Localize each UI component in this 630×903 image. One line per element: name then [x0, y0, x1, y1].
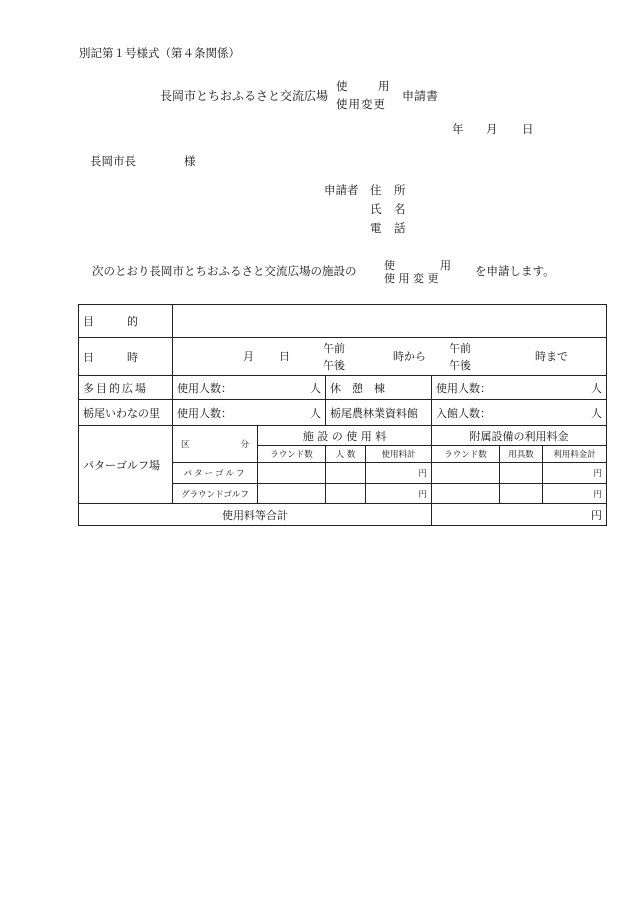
- museum-visitors-field[interactable]: [432, 400, 607, 426]
- ground-golf-people-field[interactable]: [326, 484, 366, 504]
- datetime-month: 月: [243, 350, 254, 363]
- applicant-name-1: 氏: [370, 202, 382, 216]
- equipment-rounds-header: ラウンド数: [432, 446, 500, 463]
- row-grand-total: [79, 504, 607, 526]
- statement-option-change: 使 用 変 更: [384, 272, 439, 285]
- row-purpose: [79, 305, 607, 338]
- ground-golf-equip-rounds-field[interactable]: [432, 484, 500, 504]
- putter-golf-fee-yen: 円: [418, 469, 427, 479]
- putter-golf-people-field[interactable]: [326, 463, 366, 484]
- putter-golf-fee-field[interactable]: [366, 463, 432, 484]
- statement-prefix: 次のとおり長岡市とちおふるさと交流広場の施設の: [92, 264, 357, 278]
- datetime-end-pm: 午後: [449, 359, 471, 372]
- museum-visitors-unit: 人: [591, 406, 603, 420]
- ground-golf-fee-yen: 円: [418, 489, 427, 500]
- purpose-label: 目 的: [79, 305, 173, 338]
- row-datetime: [79, 338, 607, 376]
- equipment-total-header: 利用料金計: [543, 446, 607, 463]
- tochio-iwana-users-label: 使用人数：: [177, 406, 232, 420]
- applicant-phone-2: 話: [394, 221, 406, 235]
- putter-golf-equip-total-yen: 円: [593, 469, 603, 479]
- putter-category-header: [173, 426, 258, 463]
- facility-fee-header: 施 設 の 使 用 料: [258, 426, 432, 446]
- form-id: 別記第１号様式（第４条関係）: [79, 46, 240, 60]
- statement-option-use-1: 使: [384, 259, 395, 272]
- facility-people-header: 人 数: [326, 446, 366, 463]
- multi-plaza-users-unit: 人: [310, 381, 321, 395]
- title-option-change: 使用変更: [336, 97, 386, 111]
- datetime-end-am: 午前: [449, 342, 471, 355]
- ground-golf-equip-total-yen: 円: [593, 489, 603, 500]
- addressee-honorific: 様: [184, 154, 196, 168]
- ground-golf-rounds-field[interactable]: [258, 484, 326, 504]
- tochio-iwana-users-field[interactable]: [173, 400, 326, 426]
- title-option-use-1: 使: [336, 79, 348, 93]
- equipment-count-header: 用具数: [500, 446, 543, 463]
- multi-plaza-users-label: 使用人数：: [177, 381, 232, 395]
- datetime-day: 日: [279, 350, 290, 363]
- rest-building-users-label: 使用人数：: [436, 381, 491, 395]
- putter-golf-equip-count-field[interactable]: [500, 463, 543, 484]
- rest-building-users-field[interactable]: [432, 376, 607, 400]
- facility-usage-fee-header: 使用料計: [366, 446, 432, 463]
- museum-visitors-label: 入館人数：: [436, 406, 491, 420]
- facility-rounds-header: ラウンド数: [258, 446, 326, 463]
- putter-golf-rounds-field[interactable]: [258, 463, 326, 484]
- rest-building-users-unit: 人: [591, 381, 603, 395]
- date-day: 日: [522, 122, 534, 136]
- ground-golf-equip-count-field[interactable]: [500, 484, 543, 504]
- putter-category-2: 分: [240, 440, 249, 450]
- tochio-iwana-users-unit: 人: [310, 406, 321, 420]
- ground-golf-category: グラウンドゴルフ: [173, 484, 258, 504]
- addressee-name: 長岡市長: [90, 154, 136, 168]
- putter-golf-label: パターゴルフ場: [79, 426, 173, 504]
- application-table: [78, 304, 607, 526]
- multi-plaza-label: 多目的広場: [79, 376, 173, 400]
- putter-golf-equip-total-field[interactable]: [543, 463, 607, 484]
- statement-option-use-2: 用: [440, 259, 451, 272]
- ground-golf-equip-total-field[interactable]: [543, 484, 607, 504]
- tochio-iwana-label: 栃尾いわなの里: [79, 400, 173, 426]
- datetime-field[interactable]: [173, 338, 607, 376]
- applicant-address-1: 住: [370, 183, 382, 197]
- datetime-until: 時まで: [535, 350, 568, 363]
- row-putter-header-1: [79, 426, 607, 446]
- date-month: 月: [486, 122, 498, 136]
- row-tochio-iwana: [79, 400, 607, 426]
- rest-building-label: 休 憩 棟: [326, 376, 432, 400]
- applicant-name-2: 名: [394, 202, 406, 216]
- grand-total-label: 使用料等合計: [79, 504, 432, 526]
- equipment-fee-header: 附属設備の利用料金: [432, 426, 607, 446]
- title-option-use-2: 用: [378, 79, 390, 93]
- applicant-phone-1: 電: [370, 221, 382, 235]
- ground-golf-fee-field[interactable]: [366, 484, 432, 504]
- datetime-start-am: 午前: [323, 342, 345, 355]
- datetime-label: 日 時: [79, 338, 173, 376]
- title-suffix: 申請書: [402, 89, 439, 103]
- putter-category-1: 区: [181, 440, 190, 450]
- grand-total-field[interactable]: [432, 504, 607, 526]
- purpose-field[interactable]: [173, 305, 607, 338]
- grand-total-yen: 円: [591, 508, 603, 522]
- date-year: 年: [452, 122, 464, 136]
- putter-golf-equip-rounds-field[interactable]: [432, 463, 500, 484]
- datetime-start-pm: 午後: [323, 359, 345, 372]
- putter-golf-category: パターゴルフ: [173, 463, 258, 484]
- museum-label: 栃尾農林業資料館: [326, 400, 432, 426]
- row-multi-plaza: [79, 376, 607, 400]
- multi-plaza-users-field[interactable]: [173, 376, 326, 400]
- applicant-label: 申請者: [324, 183, 359, 197]
- statement-suffix: を申請します。: [475, 264, 555, 278]
- title-prefix: 長岡市とちおふるさと交流広場: [160, 89, 329, 103]
- applicant-address-2: 所: [394, 183, 406, 197]
- datetime-from: 時から: [393, 350, 426, 363]
